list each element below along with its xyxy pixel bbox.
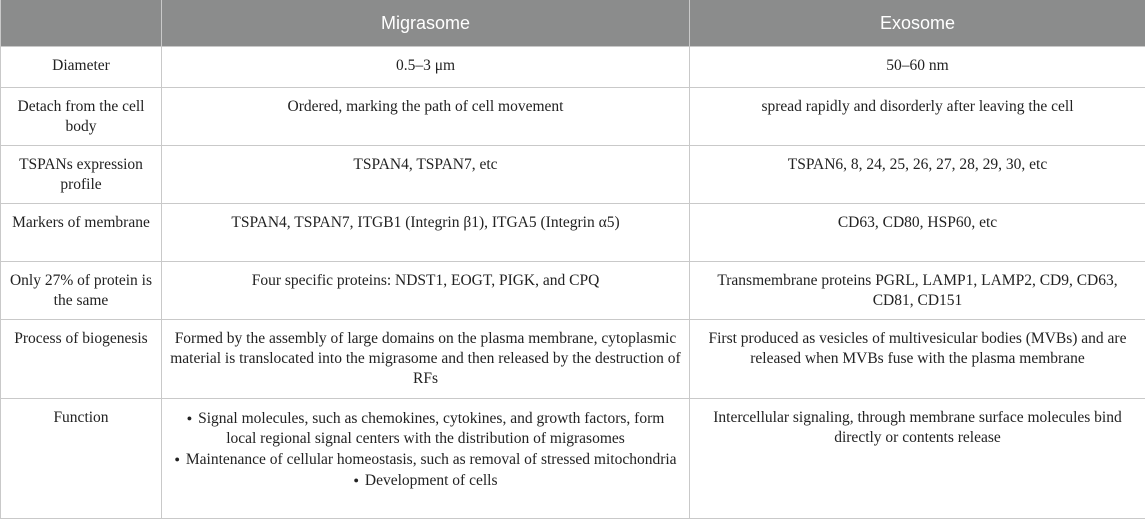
row-label: TSPANs expression profile [1, 146, 162, 204]
table-row [1, 399, 1145, 519]
row-label: Function [1, 399, 162, 519]
migrasome-cell: Four specific proteins: NDST1, EOGT, PIGK, and CPQ [162, 262, 690, 320]
header-migrasome: Migrasome [162, 0, 690, 47]
exosome-cell: TSPAN6, 8, 24, 25, 26, 27, 28, 29, 30, etc [690, 146, 1145, 204]
table-row [1, 146, 1145, 204]
migrasome-cell: TSPAN4, TSPAN7, etc [162, 146, 690, 204]
migrasome-cell: 0.5–3 μm [162, 47, 690, 88]
table-row [1, 88, 1145, 146]
exosome-cell: Intercellular signaling, through membrane surface molecules bind directly or contents release [690, 399, 1145, 519]
table-row [1, 47, 1145, 88]
exosome-cell: 50–60 nm [690, 47, 1145, 88]
header-empty-cell [1, 0, 162, 47]
header-row [1, 0, 1145, 47]
row-label: Detach from the cell body [1, 88, 162, 146]
row-label: Markers of membrane [1, 204, 162, 262]
migrasome-cell [162, 399, 690, 519]
row-label: Process of biogenesis [1, 320, 162, 399]
table-row [1, 320, 1145, 399]
bullet-item: ● Signal molecules, such as chemokines, cytokines, and growth factors, form local regional signal centers with the distribution of migrasomes [170, 408, 681, 449]
exosome-cell: First produced as vesicles of multivesicular bodies (MVBs) and are released when MVBs fuse with the plasma membrane [690, 320, 1145, 399]
bullet-item: ● Maintenance of cellular homeostasis, such as removal of stressed mitochondria [170, 449, 681, 470]
exosome-cell: spread rapidly and disorderly after leaving the cell [690, 88, 1145, 146]
bullet-item: ● Development of cells [170, 470, 681, 491]
table-row [1, 262, 1145, 320]
migrasome-cell: TSPAN4, TSPAN7, ITGB1 (Integrin β1), ITGA5 (Integrin α5) [162, 204, 690, 262]
exosome-cell: CD63, CD80, HSP60, etc [690, 204, 1145, 262]
row-label: Only 27% of protein is the same [1, 262, 162, 320]
row-label: Diameter [1, 47, 162, 88]
table-row [1, 204, 1145, 262]
migrasome-cell: Formed by the assembly of large domains on the plasma membrane, cytoplasmic material is translocated into the migrasome and then released by the destruction of RFs [162, 320, 690, 399]
migrasome-cell: Ordered, marking the path of cell movement [162, 88, 690, 146]
header-exosome: Exosome [690, 0, 1145, 47]
exosome-cell: Transmembrane proteins PGRL, LAMP1, LAMP2, CD9, CD63, CD81, CD151 [690, 262, 1145, 320]
